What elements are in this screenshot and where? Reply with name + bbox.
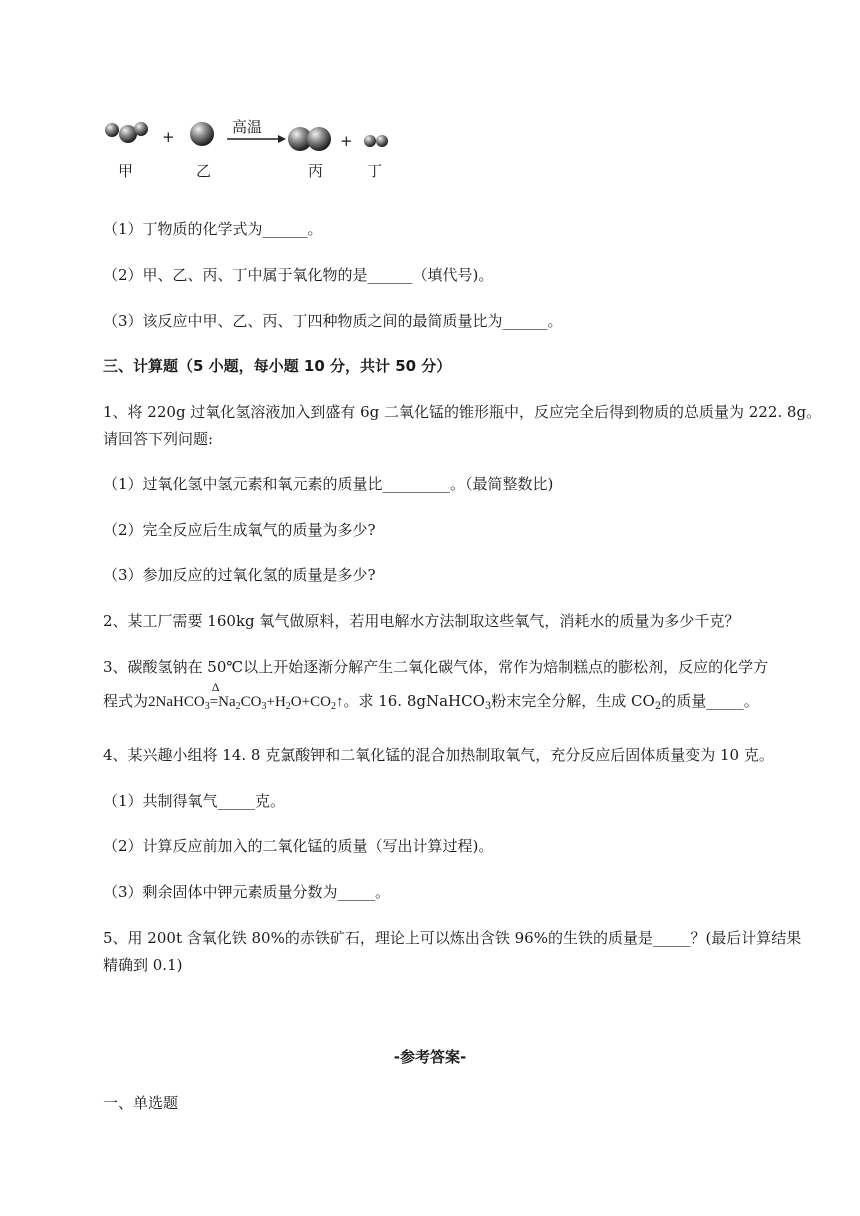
- molecule-jia: [105, 122, 148, 143]
- q4-line-1: 4、某兴趣小组将 14. 8 克氯酸钾和二氧化锰的混合加热制取氧气，充分反应后固体质量变为 10 克。: [103, 746, 774, 764]
- gas-arrow-icon: ↑: [335, 694, 344, 710]
- answer-key-title: -参考答案-: [393, 1048, 467, 1066]
- molecule-bing: [288, 127, 331, 151]
- q1-line-1: 1、将 220g 过氧化氢溶液加入到盛有 6g 二氧化锰的锥形瓶中，反应完全后得到物质的总质量为 222. 8g。: [103, 403, 822, 421]
- section-title-calculation: 三、计算题（5 小题，每小题 10 分，共计 50 分）: [103, 357, 452, 375]
- q1-sub-2: （2）完全反应后生成氧气的质量为多少?: [103, 521, 376, 539]
- answer-section-1: 一、单选题: [103, 1094, 179, 1112]
- q3-prefix: 程式为: [103, 692, 149, 710]
- label-yi: 乙: [196, 162, 212, 180]
- molecule-ding: [364, 135, 388, 147]
- plus-sign-2: +: [340, 132, 353, 150]
- q2-line-1: 2、某工厂需要 160kg 氧气做原料，若用电解水方法制取这些氧气，消耗水的质量为多少千克？: [103, 612, 740, 630]
- molecule-yi: [190, 122, 214, 146]
- q1-sub-3: （3）参加反应的过氧化氢的质量是多少?: [103, 566, 376, 584]
- q3-line-1: 3、碳酸氢钠在 50℃以上开始逐渐分解产生二氧化碳气体，常作为焙制糕点的膨松剂，反应的化学方: [103, 658, 769, 676]
- q1-line-2: 请回答下列问题:: [103, 430, 214, 448]
- q3-equation: 2NaHCO$_3$ Δ $=Na_2CO_3+H_2O+CO_2↑$: [148, 680, 344, 712]
- heat-delta: Δ =: [209, 680, 220, 710]
- label-jia: 甲: [118, 162, 134, 180]
- intro-question-3: （3）该反应中甲、乙、丙、丁四种物质之间的最简质量比为______。: [103, 312, 563, 330]
- plus-sign-1: +: [162, 128, 175, 146]
- q4-sub-3: （3）剩余固体中钾元素质量分数为_____。: [103, 883, 391, 901]
- reaction-condition: 高温: [232, 118, 263, 136]
- q4-sub-2: （2）计算反应前加入的二氧化锰的质量（写出计算过程)。: [103, 837, 494, 855]
- label-bing: 丙: [308, 162, 324, 180]
- q5-line-1: 5、用 200t 含氧化铁 80%的赤铁矿石，理论上可以炼出含铁 96%的生铁的质量是_____？(最后计算结果: [103, 929, 802, 947]
- q3-line-2: 程式为2NaHCO$_3$ Δ $=Na_2CO_3+H_2O+CO_2↑$。求 16. 8gNaHCO$_3$粉末完全分解，生成 $CO_2$的质量_____。: [103, 680, 759, 712]
- intro-question-1: （1）丁物质的化学式为______。: [103, 220, 323, 238]
- q5-line-2: 精确到 0.1): [103, 956, 183, 974]
- q4-sub-1: （1）共制得氧气_____克。: [103, 792, 286, 810]
- reaction-diagram: [100, 112, 400, 182]
- intro-question-2: （2）甲、乙、丙、丁中属于氧化物的是______（填代号)。: [103, 266, 494, 284]
- label-ding: 丁: [367, 162, 383, 180]
- q1-sub-1: （1）过氧化氢中氢元素和氧元素的质量比_________。（最简整数比): [103, 475, 554, 493]
